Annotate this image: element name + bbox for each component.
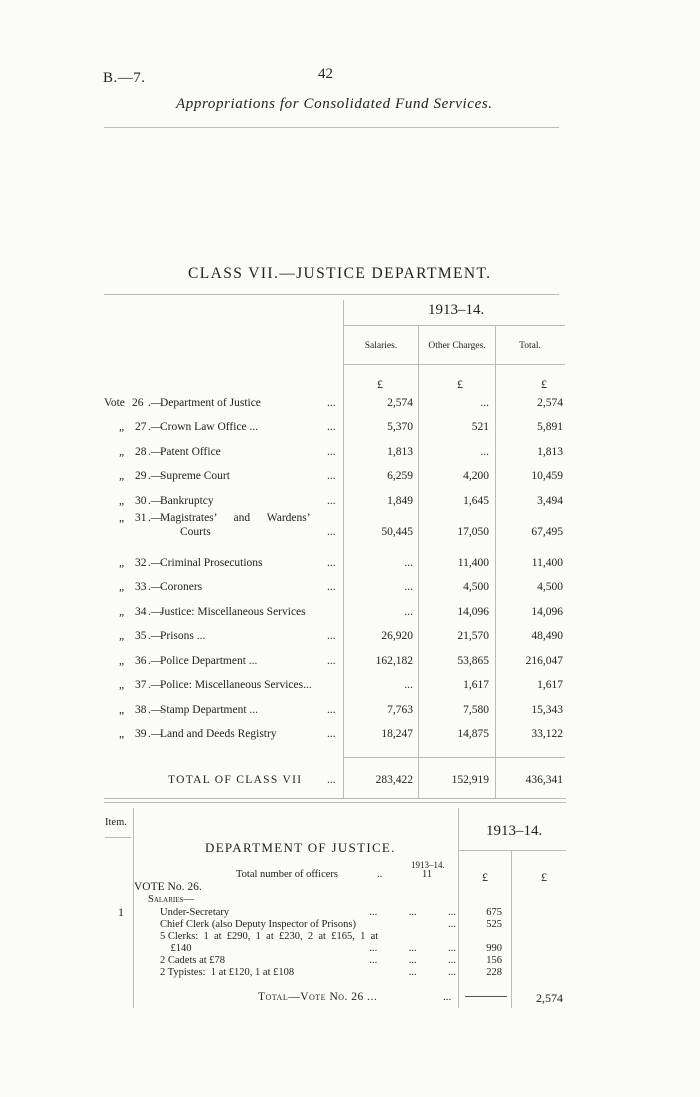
- page-number: 42: [318, 66, 333, 82]
- vote-dots: ...: [327, 655, 336, 667]
- vote-name: Police: Miscellaneous Services...: [160, 679, 312, 691]
- vote-name: Department of Justice: [160, 397, 261, 409]
- vote-name: Land and Deeds Registry: [160, 728, 277, 740]
- salary-line-text: 2 Typistes: 1 at £120, 1 at £108: [160, 967, 295, 978]
- vote-total: 4,500: [537, 581, 563, 593]
- vote-total: 1,617: [537, 679, 563, 691]
- vote-total: 11,400: [531, 557, 563, 569]
- vote-number: 39: [135, 728, 147, 740]
- salary-line-text: Chief Clerk (also Deputy Inspector of Prisons): [160, 919, 356, 930]
- vote-other-charges: 17,050: [457, 526, 489, 538]
- vote-dots: ...: [327, 397, 336, 409]
- vote-separator: .—: [148, 397, 163, 409]
- vote-other-charges: 4,500: [463, 581, 489, 593]
- vote-dots: ...: [327, 446, 336, 458]
- vote-total: 48,490: [531, 630, 563, 642]
- col-divider-3: [495, 326, 496, 798]
- salary-line-amount: 525: [486, 919, 502, 930]
- vote-salaries: 7,763: [387, 704, 413, 716]
- vote-other-charges: ...: [480, 446, 489, 458]
- vote-separator: .—: [148, 446, 163, 458]
- vote-dots: ...: [327, 728, 336, 740]
- vote-total: 216,047: [525, 655, 563, 667]
- vote-separator: .—: [148, 495, 163, 507]
- class-total-other: 152,919: [451, 774, 489, 786]
- vote-number: 27: [135, 421, 147, 433]
- vote-other-charges: 1,617: [463, 679, 489, 691]
- salary-line-dots: ... ...: [408, 967, 456, 978]
- salary-line-amount: 156: [486, 955, 502, 966]
- vote-label: VOTE No. 26.: [134, 881, 202, 893]
- vote-separator: .—: [148, 557, 163, 569]
- vote-salaries: ...: [404, 581, 413, 593]
- vote-prefix: „: [119, 557, 125, 569]
- vote-other-charges: 14,875: [457, 728, 489, 740]
- vote-prefix: Vote: [104, 397, 125, 409]
- vote-separator: .—: [148, 728, 163, 740]
- vote-total: 67,495: [531, 526, 563, 538]
- officers-count: 11: [422, 869, 433, 880]
- class-year-heading: 1913–14.: [428, 302, 485, 318]
- item-col-divider: [133, 808, 134, 1008]
- vote-number: 29: [135, 470, 147, 482]
- vote-salaries: ...: [404, 557, 413, 569]
- vote-total: 3,494: [537, 495, 563, 507]
- vote-dots: ...: [327, 470, 336, 482]
- vote-separator: .—: [148, 470, 163, 482]
- salary-line-amount: 990: [486, 943, 502, 954]
- vote-salaries: 5,370: [387, 421, 413, 433]
- class-title-rule: [104, 294, 559, 295]
- vote-name: Prisons ...: [160, 630, 206, 642]
- vote-other-charges: 1,645: [463, 495, 489, 507]
- vote-prefix: „: [119, 495, 125, 507]
- document-code: B.—7.: [103, 70, 146, 86]
- vote-other-charges: 11,400: [457, 557, 489, 569]
- vote-other-charges: 21,570: [457, 630, 489, 642]
- vote-total: 5,891: [537, 421, 563, 433]
- vote-other-charges: 53,865: [457, 655, 489, 667]
- salary-line-text: 5 Clerks: 1 at £290, 1 at £230, 2 at £165, 1 at: [160, 931, 379, 942]
- vote-total: 2,574: [537, 397, 563, 409]
- class-total-dots: ...: [327, 774, 336, 786]
- page-title: Appropriations for Consolidated Fund Services.: [176, 96, 493, 112]
- vote-separator: .—: [148, 704, 163, 716]
- officers-dots: ..: [377, 869, 383, 880]
- salary-line-dots: ... ... ...: [369, 943, 456, 954]
- col-header-other-charges: Other Charges.: [428, 341, 486, 351]
- dept-currency-1: £: [482, 870, 488, 884]
- vote-number: 33: [135, 581, 147, 593]
- vote-separator: .—: [148, 679, 163, 691]
- vote-other-charges: 4,200: [463, 470, 489, 482]
- vote-separator: .—: [148, 606, 163, 618]
- col-header-rule: [343, 364, 565, 365]
- vote-salaries: 1,849: [387, 495, 413, 507]
- currency-salaries: £: [377, 377, 383, 391]
- dept-year-rule: [458, 850, 566, 851]
- vote-number: 37: [135, 679, 147, 691]
- vote-salaries: 1,813: [387, 446, 413, 458]
- currency-total: £: [541, 377, 547, 391]
- dept-total-rule: [465, 996, 507, 997]
- vote-name: Police Department ...: [160, 655, 258, 667]
- vote-prefix: „: [119, 704, 125, 716]
- class-total-salaries: 283,422: [375, 774, 413, 786]
- vote-separator: .—: [148, 655, 163, 667]
- vote-prefix: „: [119, 655, 125, 667]
- amount-col-divider-2: [511, 850, 512, 1008]
- vote-dots: ...: [327, 557, 336, 569]
- class-table-bottom-rule: [104, 798, 566, 799]
- vote-name: Coroners: [160, 581, 203, 593]
- vote-salaries: 6,259: [387, 470, 413, 482]
- col-header-salaries: Salaries.: [364, 341, 398, 351]
- dept-total-value: 2,574: [536, 991, 563, 1005]
- vote-number: 26: [132, 397, 144, 409]
- dept-currency-2: £: [541, 870, 547, 884]
- vote-prefix: „: [119, 421, 125, 433]
- vote-name: Magistrates’ and Wardens’: [160, 512, 311, 524]
- salary-line-dots: ... ... ...: [369, 907, 456, 918]
- total-rule-top: [343, 757, 565, 758]
- vote-salaries: 26,920: [381, 630, 413, 642]
- currency-other: £: [457, 377, 463, 391]
- salary-line-dots: ... ... ...: [369, 955, 456, 966]
- dept-title: DEPARTMENT OF JUSTICE.: [205, 840, 396, 855]
- vote-number: 30: [135, 495, 147, 507]
- vote-number: 38: [135, 704, 147, 716]
- class-total-label: TOTAL OF CLASS VII: [168, 774, 303, 786]
- vote-number: 32: [135, 557, 147, 569]
- header-rule: [104, 127, 559, 128]
- vote-total: 14,096: [531, 606, 563, 618]
- vote-prefix: „: [119, 581, 125, 593]
- class-title: CLASS VII.—JUSTICE DEPARTMENT.: [188, 265, 492, 282]
- amount-col-divider-1: [458, 808, 459, 1008]
- vote-name: Supreme Court: [160, 470, 230, 482]
- vote-name: Crown Law Office ...: [160, 421, 259, 433]
- vote-name: Stamp Department ...: [160, 704, 259, 716]
- class-total-total: 436,341: [525, 774, 563, 786]
- dept-year-heading: 1913–14.: [486, 823, 543, 839]
- vote-prefix: „: [119, 446, 125, 458]
- vote-name: Criminal Prosecutions: [160, 557, 263, 569]
- vote-total: 33,122: [531, 728, 563, 740]
- vote-separator: .—: [148, 512, 163, 524]
- salary-line-amount: 228: [486, 967, 502, 978]
- vote-total: 15,343: [531, 704, 563, 716]
- vote-prefix: „: [119, 606, 125, 618]
- vote-other-charges: 7,580: [463, 704, 489, 716]
- item-number: 1: [118, 905, 124, 919]
- officers-year: 1913–14.: [411, 860, 445, 870]
- vote-dots: ...: [327, 526, 336, 538]
- vote-other-charges: 521: [471, 421, 489, 433]
- vote-dots: ...: [327, 421, 336, 433]
- salary-line-dots: ...: [448, 919, 456, 930]
- salary-line-text: Under-Secretary: [160, 907, 230, 918]
- vote-separator: .—: [148, 421, 163, 433]
- vote-separator: .—: [148, 630, 163, 642]
- vote-dots: ...: [327, 630, 336, 642]
- vote-name: Justice: Miscellaneous Services: [160, 606, 306, 618]
- vote-prefix: „: [119, 679, 125, 691]
- col-divider-2: [418, 326, 419, 798]
- officers-label: Total number of officers: [236, 869, 338, 880]
- salary-line-text: 2 Cadets at £78: [160, 955, 226, 966]
- item-header-rule: [105, 837, 131, 838]
- vote-prefix: „: [119, 470, 125, 482]
- dept-total-label: Total—Vote No. 26 ...: [258, 991, 378, 1003]
- vote-salaries: 18,247: [381, 728, 413, 740]
- vote-other-charges: ...: [480, 397, 489, 409]
- vote-other-charges: 14,096: [457, 606, 489, 618]
- vote-salaries: 2,574: [387, 397, 413, 409]
- vote-total: 10,459: [531, 470, 563, 482]
- vote-name: Patent Office: [160, 446, 221, 458]
- dept-total-dots: ...: [443, 991, 452, 1003]
- vote-number: 34: [135, 606, 147, 618]
- vote-name: Bankruptcy: [160, 495, 214, 507]
- salaries-heading: Salaries—: [148, 894, 194, 905]
- vote-salaries: 162,182: [375, 655, 413, 667]
- col-divider-1: [343, 300, 344, 798]
- item-header: Item.: [105, 817, 127, 828]
- salary-line-amount: 675: [486, 907, 502, 918]
- vote-dots: ...: [327, 581, 336, 593]
- year-rule: [343, 325, 565, 326]
- vote-dots: ...: [327, 495, 336, 507]
- salary-line-text: £140: [160, 943, 192, 954]
- vote-number: 31: [135, 512, 147, 524]
- col-header-total: Total.: [519, 341, 541, 351]
- vote-dots: ...: [327, 704, 336, 716]
- vote-name-continued: Courts: [180, 526, 211, 538]
- vote-prefix: „: [119, 512, 125, 524]
- vote-salaries: ...: [404, 606, 413, 618]
- vote-salaries: 50,445: [381, 526, 413, 538]
- vote-number: 35: [135, 630, 147, 642]
- class-table-bottom-rule-2: [104, 802, 566, 803]
- vote-separator: .—: [148, 581, 163, 593]
- vote-prefix: „: [119, 728, 125, 740]
- vote-total: 1,813: [537, 446, 563, 458]
- vote-number: 28: [135, 446, 147, 458]
- vote-salaries: ...: [404, 679, 413, 691]
- vote-prefix: „: [119, 630, 125, 642]
- vote-number: 36: [135, 655, 147, 667]
